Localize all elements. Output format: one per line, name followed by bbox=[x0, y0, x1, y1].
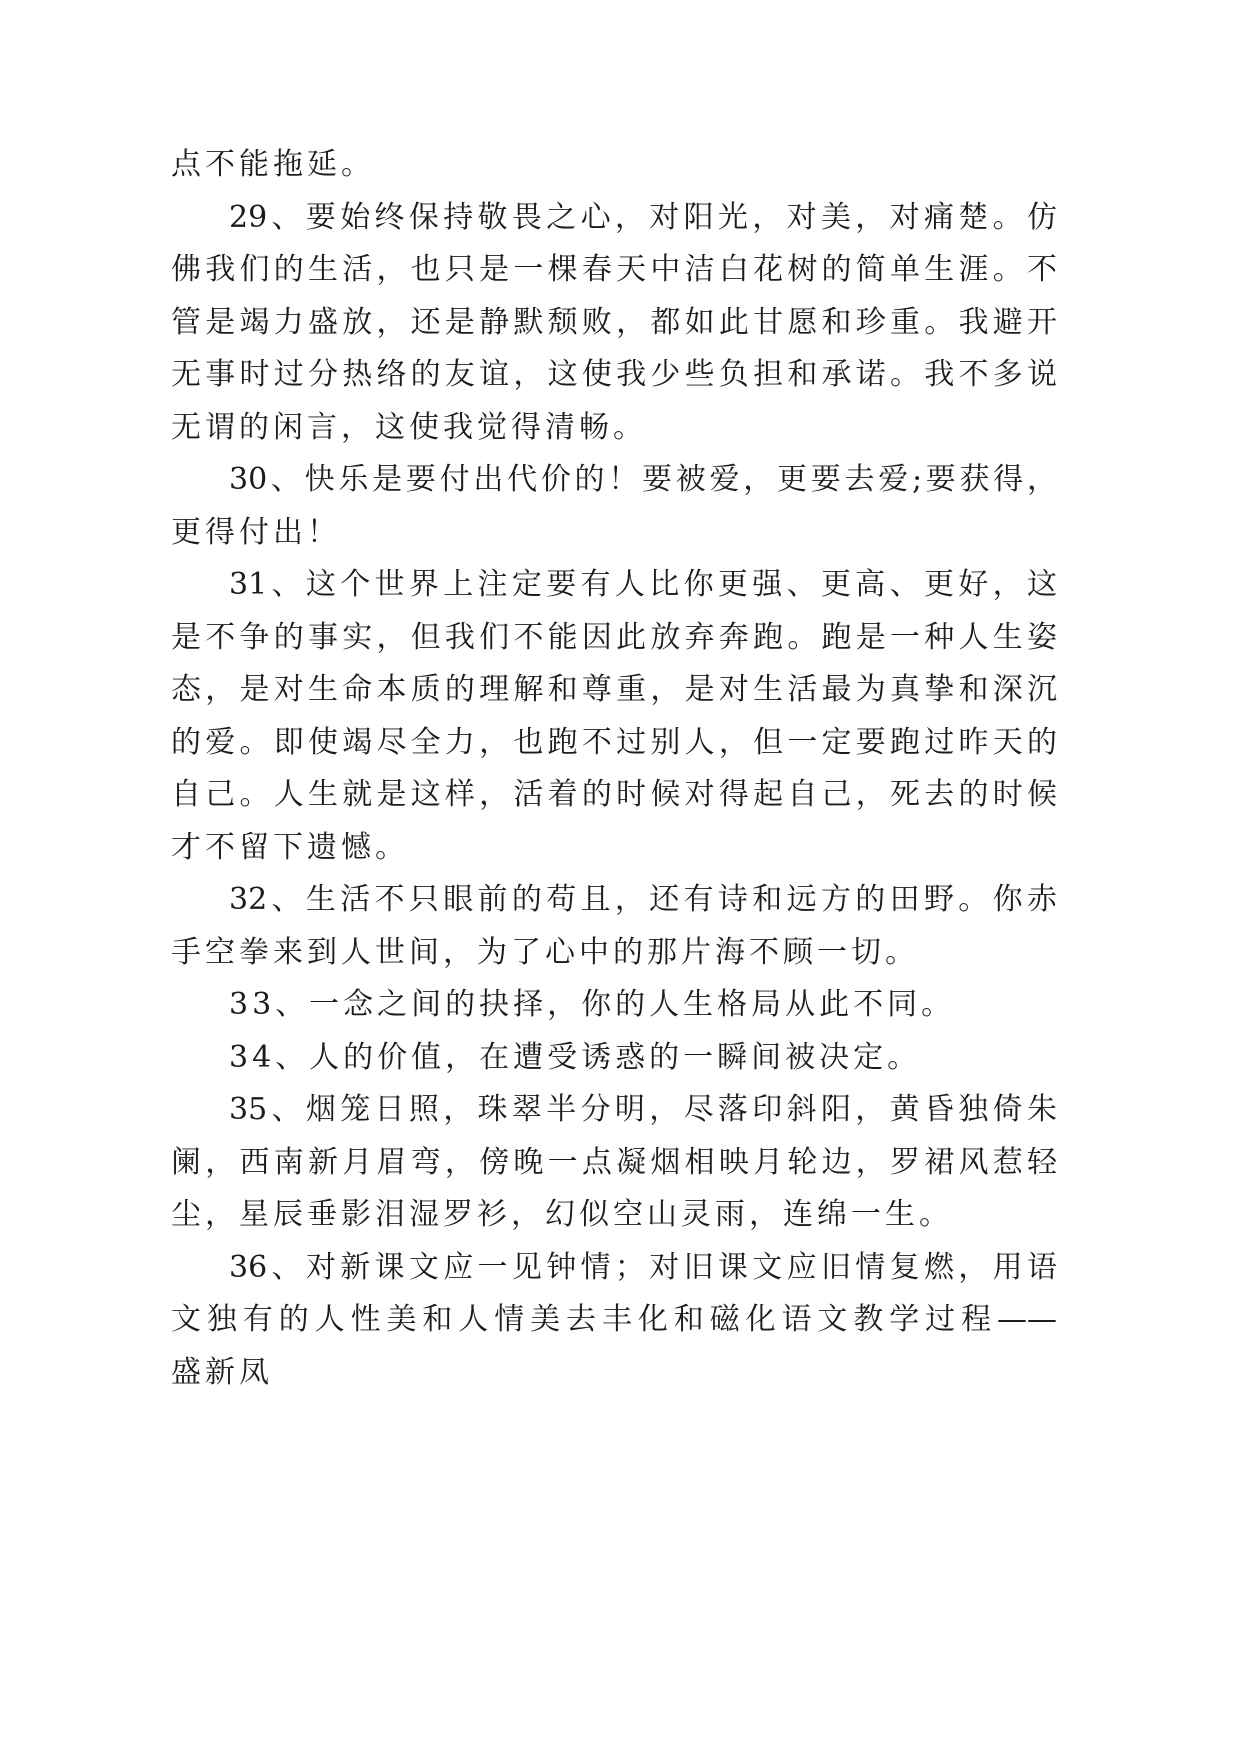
text-line: 32、生活不只眼前的苟且，还有诗和远方的田野。你赤 bbox=[229, 882, 1057, 917]
text-line: 盛新凤 bbox=[171, 1354, 273, 1390]
text-line: 31、这个世界上注定要有人比你更强、更高、更好，这 bbox=[229, 567, 1057, 602]
text-line: 才不留下遗憾。 bbox=[171, 829, 409, 865]
text-line: 29、要始终保持敬畏之心，对阳光，对美，对痛楚。仿 bbox=[229, 199, 1057, 235]
text-line: 35、烟笼日照，珠翠半分明，尽落印斜阳，黄昏独倚朱 bbox=[229, 1092, 1057, 1127]
text-line: 无谓的闲言，这使我觉得清畅。 bbox=[171, 409, 647, 445]
paragraph-29 bbox=[171, 192, 1057, 455]
paragraph-31 bbox=[171, 559, 1057, 874]
text-line: 态，是对生命本质的理解和尊重，是对生活最为真挚和深沉 bbox=[171, 672, 1057, 707]
text-line: 34、人的价值，在遭受诱惑的一瞬间被决定。 bbox=[229, 1039, 922, 1075]
text-line: 阑，西南新月眉弯，傍晚一点凝烟相映月轮边，罗裙风惹轻 bbox=[171, 1144, 1057, 1180]
paragraph-36 bbox=[171, 1242, 1057, 1400]
text-line: 33、一念之间的抉择，你的人生格局从此不同。 bbox=[229, 987, 956, 1022]
text-line: 文独有的人性美和人情美去丰化和磁化语文教学过程—— bbox=[171, 1302, 1057, 1337]
text-line: 是不争的事实，但我们不能因此放弃奔跑。跑是一种人生姿 bbox=[171, 619, 1057, 655]
text-line: 自己。人生就是这样，活着的时候对得起自己，死去的时候 bbox=[171, 777, 1057, 812]
document-body bbox=[171, 139, 1057, 1399]
text-line: 管是竭力盛放，还是静默颓败，都如此甘愿和珍重。我避开 bbox=[171, 304, 1057, 340]
text-line: 点不能拖延。 bbox=[171, 147, 375, 182]
text-line: 无事时过分热络的友谊，这使我少些负担和承诺。我不多说 bbox=[171, 357, 1057, 392]
paragraph-33 bbox=[171, 979, 1057, 1032]
paragraph-continuation bbox=[171, 139, 1057, 192]
paragraph-34 bbox=[171, 1032, 1057, 1085]
text-line: 手空拳来到人世间，为了心中的那片海不顾一切。 bbox=[171, 934, 919, 970]
text-line: 30、快乐是要付出代价的！要被爱，更要去爱;要获得， bbox=[229, 462, 1057, 497]
paragraph-32 bbox=[171, 874, 1057, 979]
text-line: 36、对新课文应一见钟情；对旧课文应旧情复燃，用语 bbox=[229, 1249, 1057, 1285]
text-line: 佛我们的生活，也只是一棵春天中洁白花树的简单生涯。不 bbox=[171, 252, 1057, 287]
text-line: 的爱。即使竭尽全力，也跑不过别人，但一定要跑过昨天的 bbox=[171, 724, 1057, 760]
text-line: 更得付出！ bbox=[171, 514, 341, 550]
text-line: 尘，星辰垂影泪湿罗衫，幻似空山灵雨，连绵一生。 bbox=[171, 1197, 953, 1232]
paragraph-35 bbox=[171, 1084, 1057, 1242]
paragraph-30 bbox=[171, 454, 1057, 559]
